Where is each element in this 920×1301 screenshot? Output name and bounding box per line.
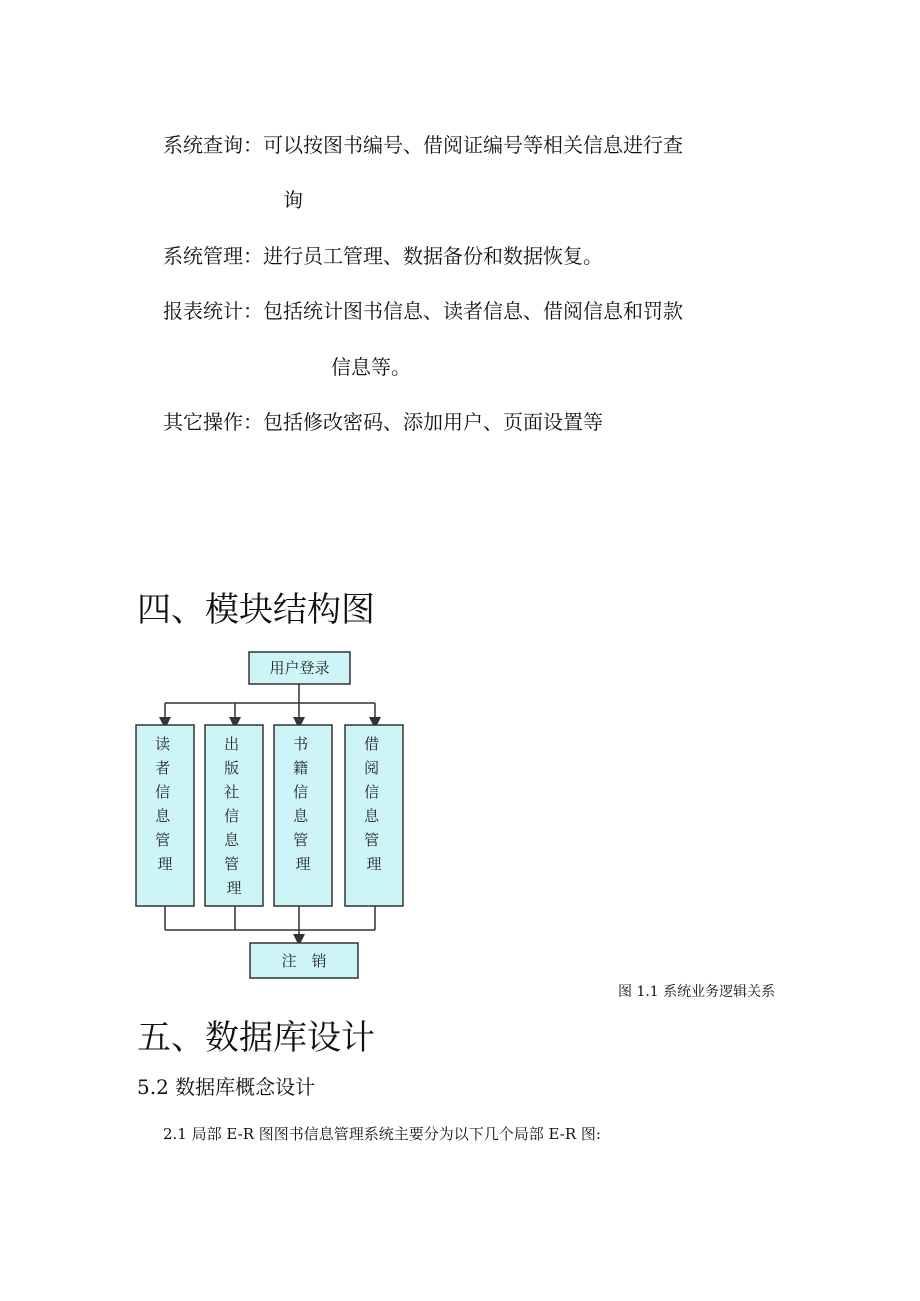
module-box-book (274, 725, 332, 906)
other-paragraph (163, 410, 603, 434)
module-label-book: 书 籍 信 息 管 理 (293, 735, 311, 873)
section5-line: 2.1 局部 E-R 图图书信息管理系统主要分为以下几个局部 E-R 图: (163, 1125, 601, 1143)
manage-label: 系统管理： (163, 244, 263, 268)
other-text: 包括修改密码、添加用户、页面设置等 (263, 410, 603, 434)
section5-subtitle: 5.2 数据库概念设计 (137, 1075, 316, 1099)
section4-title: 四、模块结构图 (137, 590, 375, 630)
module-structure-diagram (130, 645, 420, 985)
top-box-label: 用户登录 (269, 659, 330, 677)
manage-paragraph (163, 244, 603, 268)
other-label: 其它操作： (163, 410, 263, 434)
top-box-login (249, 652, 350, 684)
report-label: 报表统计： (163, 299, 263, 323)
query-label: 系统查询： (163, 133, 263, 157)
bottom-box-logout (250, 943, 358, 978)
report-text: 包括统计图书信息、读者信息、借阅信息和罚款 (263, 299, 683, 323)
report-paragraph (163, 299, 683, 323)
module-label-borrow: 借 阅 信 息 管 理 (364, 735, 382, 873)
module-box-reader (136, 725, 194, 906)
report-continuation: 信息等。 (331, 355, 411, 379)
section5-title: 五、数据库设计 (137, 1018, 375, 1058)
module-label-publisher: 出 版 社 信 息 管 理 (224, 735, 242, 897)
connector-lines (165, 684, 375, 940)
query-continuation: 询 (283, 188, 303, 212)
module-label-reader: 读 者 信 息 管 理 (155, 735, 173, 873)
query-text: 可以按图书编号、借阅证编号等相关信息进行查 (263, 133, 683, 157)
module-box-publisher (205, 725, 263, 906)
query-paragraph (163, 133, 683, 157)
module-box-borrow (345, 725, 403, 906)
bottom-box-label: 注 销 (281, 952, 327, 970)
manage-text: 进行员工管理、数据备份和数据恢复。 (263, 244, 603, 268)
figure-caption: 图 1.1 系统业务逻辑关系 (618, 984, 776, 1000)
